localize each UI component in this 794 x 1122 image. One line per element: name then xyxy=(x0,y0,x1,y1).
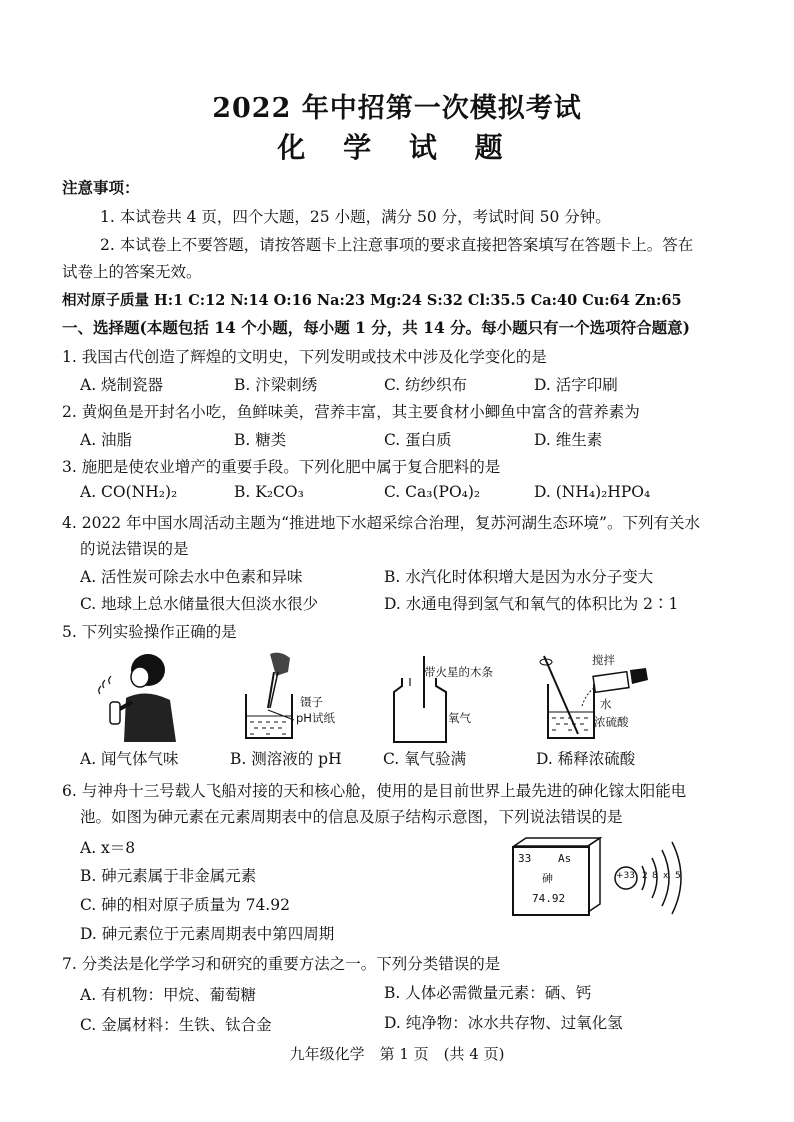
q4-option-c: C. 地球上总水储量很大但淡水很少 xyxy=(80,595,319,613)
question-1-stem: 1. 我国古代创造了辉煌的文明史，下列发明或技术中涉及化学变化的是 xyxy=(62,348,547,366)
q7-option-a: A. 有机物：甲烷、葡萄糖 xyxy=(80,986,257,1004)
q2-option-b: B. 糖类 xyxy=(234,431,287,449)
question-2-stem: 2. 黄焖鱼是开封名小吃，鱼鲜味美，营养丰富，其主要食材小鲫鱼中富含的营养素为 xyxy=(62,403,640,421)
notice-item-2: 2. 本试卷上不要答题，请按答题卡上注意事项的要求直接把答案填写在答题卡上。答在 xyxy=(100,236,694,254)
q5-option-c: C. 氧气验满 xyxy=(383,750,467,768)
q1-option-b: B. 汴梁刺绣 xyxy=(234,376,318,394)
label-oxygen: 氧气 xyxy=(448,711,471,725)
q3-option-a: A. CO(NH₂)₂ xyxy=(80,483,178,501)
question-6-stem: 6. 与神舟十三号载人飞船对接的天和核心舱，使用的是目前世界上最先进的砷化镓太阳能电 xyxy=(62,782,687,800)
notice-heading: 注意事项： xyxy=(62,178,140,197)
section-heading: 一、选择题(本题包括 14 个小题，每小题 1 分，共 14 分。每小题只有一个选项符合题意) xyxy=(62,318,690,337)
question-4-stem: 4. 2022 年中国水周活动主题为“推进地下水超采综合治理，复苏河湖生态环境”。下列有关水 xyxy=(62,514,700,532)
q5-option-b: B. 测溶液的 pH xyxy=(230,750,342,768)
question-7-stem: 7. 分类法是化学学习和研究的重要方法之一。下列分类错误的是 xyxy=(62,955,501,973)
shell-3-electrons: x xyxy=(663,871,669,881)
element-cell xyxy=(512,846,590,916)
q4-option-a: A. 活性炭可除去水中色素和异味 xyxy=(80,568,303,586)
question-5-stem: 5. 下列实验操作正确的是 xyxy=(62,623,237,641)
q3-option-b: B. K₂CO₃ xyxy=(234,483,304,501)
nucleus-charge: +33 xyxy=(616,871,635,881)
question-3-stem: 3. 施肥是使农业增产的重要手段。下列化肥中属于复合肥料的是 xyxy=(62,458,501,476)
q4-option-b: B. 水汽化时体积增大是因为水分子变大 xyxy=(384,568,654,586)
q2-option-a: A. 油脂 xyxy=(80,431,133,449)
label-ph-paper: pH试纸 xyxy=(296,711,335,725)
label-stir: 搅拌 xyxy=(592,653,615,667)
exam-subject-title: 化 学 试 题 xyxy=(277,131,517,164)
page-footer: 九年级化学 第 1 页 (共 4 页) xyxy=(289,1045,505,1063)
atomic-number: 33 xyxy=(518,852,532,865)
q1-option-d: D. 活字印刷 xyxy=(534,376,618,394)
q6-option-d: D. 砷元素位于元素周期表中第四周期 xyxy=(80,925,335,943)
exam-title: 2022 年中招第一次模拟考试 xyxy=(212,93,582,124)
figure-b-ph-test xyxy=(240,650,300,742)
q4-option-d: D. 水通电得到氢气和氧气的体积比为 2∶1 xyxy=(384,595,679,613)
question-4-stem-cont: 的说法错误的是 xyxy=(80,540,189,558)
question-6-stem-cont: 池。如图为砷元素在元素周期表中的信息及原子结构示意图，下列说法错误的是 xyxy=(80,808,623,826)
atomic-masses: 相对原子质量 H:1 C:12 N:14 O:16 Na:23 Mg:24 S:32 Cl:35.5 Ca:40 Cu:64 Zn:65 xyxy=(62,292,682,309)
q7-option-c: C. 金属材料：生铁、钛合金 xyxy=(80,1016,272,1034)
q7-option-b: B. 人体必需微量元素：硒、钙 xyxy=(384,984,592,1002)
q1-option-a: A. 烧制瓷器 xyxy=(80,376,164,394)
figure-a-smelling-gas xyxy=(96,650,186,746)
element-symbol: As xyxy=(558,852,572,865)
shell-2-electrons: 8 xyxy=(652,871,658,881)
q6-option-c: C. 砷的相对原子质量为 74.92 xyxy=(80,896,290,914)
q5-option-d: D. 稀释浓硫酸 xyxy=(536,750,636,768)
label-glowing-splint: 带火星的木条 xyxy=(424,665,493,679)
shell-1-electrons: 2 xyxy=(642,871,648,881)
label-tweezers: 镊子 xyxy=(300,695,323,709)
label-water: 水 xyxy=(600,697,612,711)
q6-option-b: B. 砷元素属于非金属元素 xyxy=(80,867,257,885)
atomic-mass: 74.92 xyxy=(532,892,566,905)
q6-option-a: A. x＝8 xyxy=(80,839,136,857)
q7-option-d: D. 纯净物：冰水共存物、过氧化氢 xyxy=(384,1014,623,1032)
shell-4-electrons: 5 xyxy=(675,871,681,881)
q2-option-c: C. 蛋白质 xyxy=(384,431,452,449)
label-conc-acid: 浓硫酸 xyxy=(594,715,629,729)
notice-item-1: 1. 本试卷共 4 页，四个大题，25 小题，满分 50 分，考试时间 50 分钟。 xyxy=(100,208,611,226)
element-name: 砷 xyxy=(542,872,553,885)
notice-item-2-cont: 试卷上的答案无效。 xyxy=(62,263,202,281)
q2-option-d: D. 维生素 xyxy=(534,431,603,449)
q5-option-a: A. 闻气体气味 xyxy=(80,750,179,768)
q1-option-c: C. 纺纱织布 xyxy=(384,376,468,394)
q3-option-d: D. (NH₄)₂HPO₄ xyxy=(534,483,651,501)
q3-option-c: C. Ca₃(PO₄)₂ xyxy=(384,483,481,501)
